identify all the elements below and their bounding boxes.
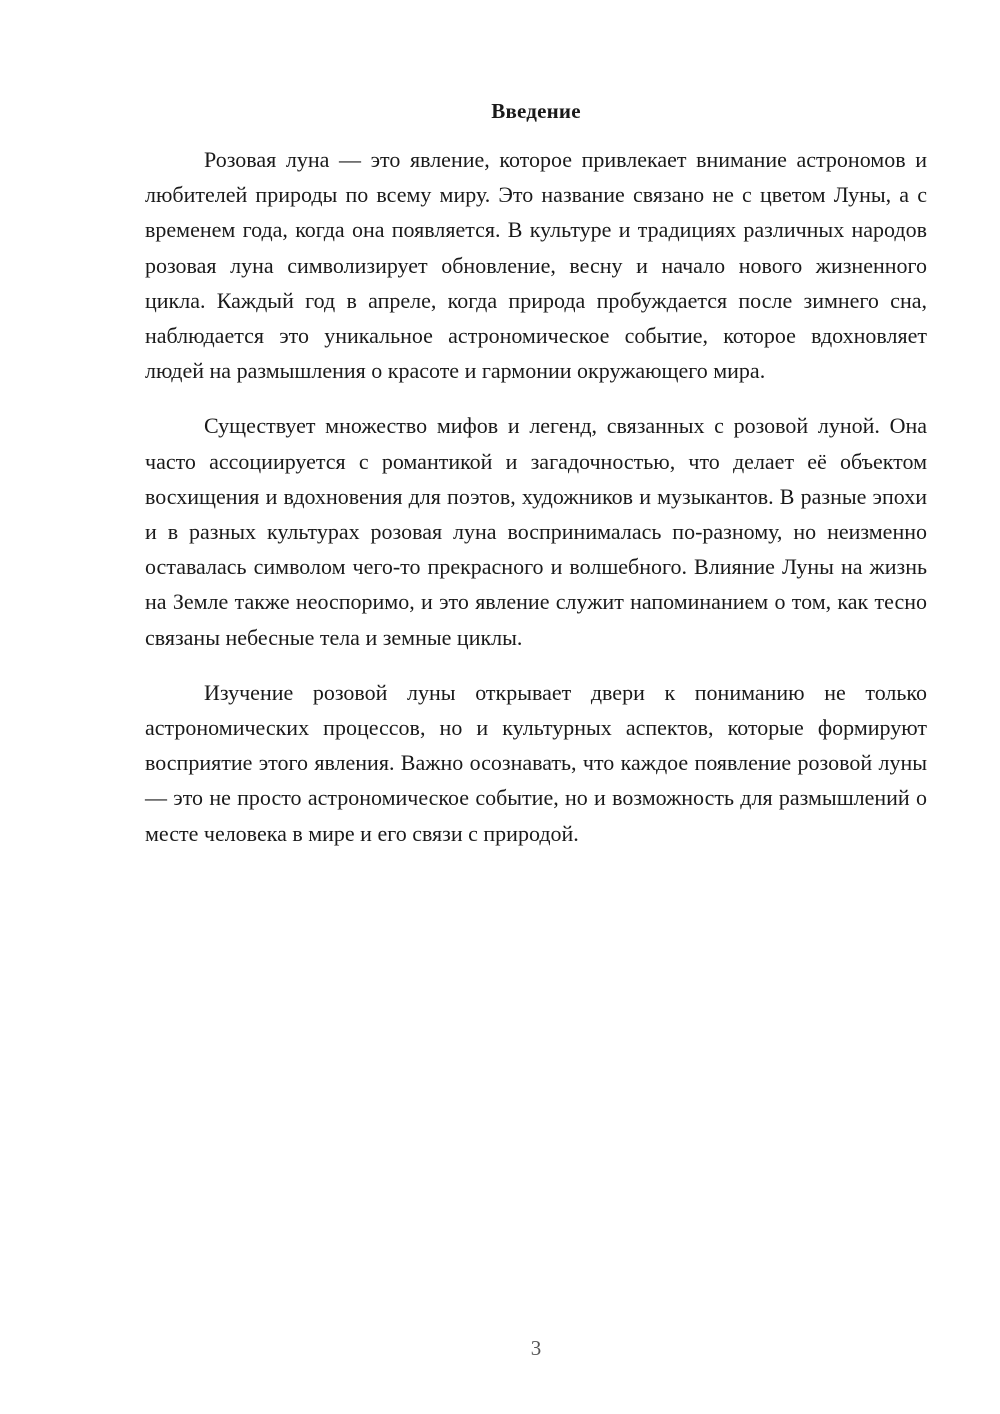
page-number: 3 xyxy=(530,1336,542,1360)
section-heading: Введение xyxy=(491,99,581,123)
paragraph-1: Розовая луна — это явление, которое привлекает внимание астрономов и любителей природы по всему миру. Это название связано не с цветом Луны, а с временем года, когда она появляется. В культуре и традициях различных народов розовая луна символизирует обновление, весну и начало нового жизненного цикла. Каждый год в апреле, когда природа пробуждается после зимнего сна, наблюдается это уникальное астрономическое событие, которое вдохновляет людей на размышления о красоте и гармонии окружающего мира. xyxy=(145,147,927,384)
paragraph-2: Существует множество мифов и легенд, связанных с розовой луной. Она часто ассоциируется с романтикой и загадочностью, что делает её объектом восхищения и вдохновения для поэтов, художников и музыкантов. В разные эпохи и в разных культурах розовая луна воспринималась по-разному, но неизменно оставалась символом чего-то прекрасного и волшебного. Влияние Луны на жизнь на Земле также неоспоримо, и это явление служит напоминанием о том, как тесно связаны небесные тела и земные циклы. xyxy=(145,413,927,650)
body-text xyxy=(145,142,927,871)
paragraph-3: Изучение розовой луны открывает двери к пониманию не только астрономических процессов, но и культурных аспектов, которые формируют восприятие этого явления. Важно осознавать, что каждое появление розовой луны — это не просто астрономическое событие, но и возможность для размышлений о месте человека в мире и его связи с природой. xyxy=(145,679,927,846)
